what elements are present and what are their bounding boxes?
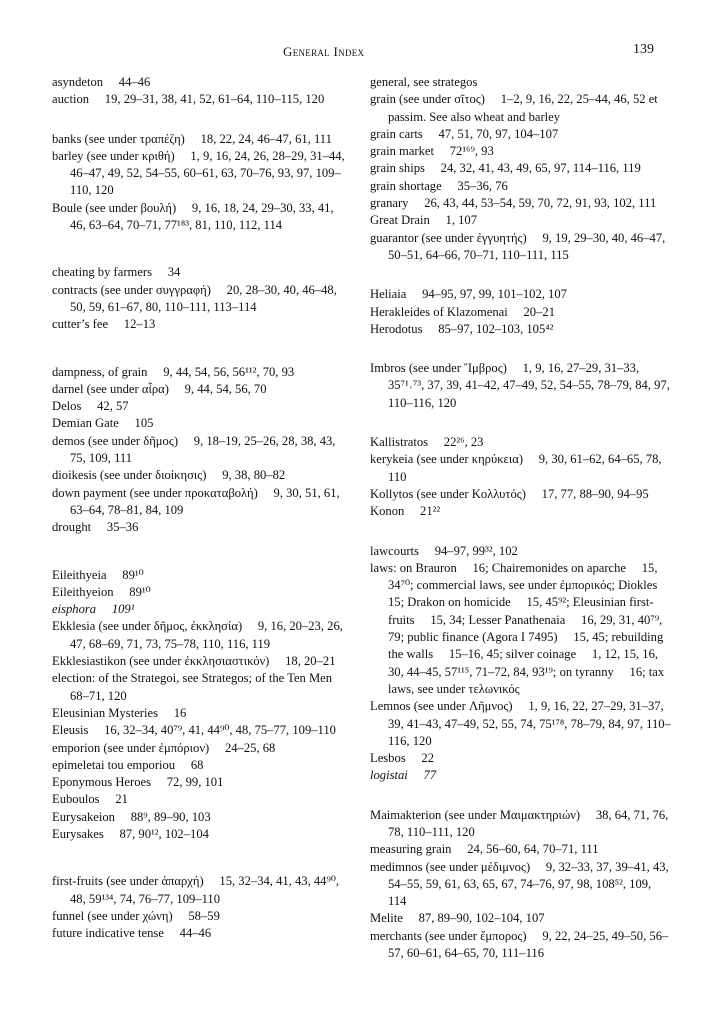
- index-section-b: [52, 131, 352, 235]
- index-entry: Boule (see under βουλή) 9, 16, 18, 24, 29–30, 33, 41, 46, 63–64, 70–71, 77¹⁸³, 81, 110, 112, 114: [52, 200, 334, 233]
- index-entry: Demian Gate 105: [52, 416, 154, 431]
- index-entry: grain (see under σῖτος) 1–2, 9, 16, 22, 25–44, 46, 52 et passim. See also wheat and barley: [370, 92, 658, 124]
- index-entry: Lemnos (see under Λῆμνος) 1, 9, 16, 22, 27–29, 31–37, 39, 41–43, 47–49, 52, 55, 74, 75¹⁷⁸, 78–79, 84, 97, 110–116, 120: [370, 699, 671, 748]
- index-entry: barley (see under κριθή) 1, 9, 16, 24, 26, 28–29, 31–44, 46–47, 49, 52, 54–55, 60–61, 63, 70–76, 93, 97, 109–110, 120: [52, 148, 345, 198]
- index-entry: Melite 87, 89–90, 102–104, 107: [370, 911, 545, 926]
- index-entry: Lesbos 22: [370, 751, 435, 766]
- index-entry: Herodotus 85–97, 102–103, 105⁴²: [370, 321, 554, 336]
- index-section-l: [370, 543, 672, 785]
- index-entry: kerykeia (see under κηρύκεια) 9, 30, 61–62, 64–65, 78, 110: [370, 452, 662, 484]
- index-entry: banks (see under τραπέζη) 18, 22, 24, 46–47, 61, 111: [52, 131, 332, 146]
- index-entry: down payment (see under προκαταβολή) 9, 30, 51, 61, 63–64, 78–81, 84, 109: [52, 485, 340, 517]
- index-section-d: [52, 364, 352, 537]
- index-entry: measuring grain 24, 56–60, 64, 70–71, 111: [370, 842, 599, 857]
- index-entry: cutter’s fee 12–13: [52, 317, 156, 332]
- index-entry: lawcourts 94–97, 99³², 102: [370, 543, 518, 558]
- index-entry: election: of the Strategoi, see Strategos; of the Ten Men 68–71, 120: [52, 671, 345, 703]
- index-entry: Great Drain 1, 107: [370, 213, 478, 228]
- index-entry: Eileithyeion 89¹⁰: [52, 584, 151, 599]
- index-entry: asyndeton 44–46: [52, 75, 151, 89]
- index-section-a: [52, 74, 352, 109]
- index-entry: Eleusis 16, 32–34, 40⁷⁹, 41, 44⁹⁰, 48, 75–77, 109–110: [52, 723, 336, 738]
- index-entry: eisphora 109¹: [52, 602, 135, 617]
- index-entry: dioikesis (see under διοίκησις) 9, 38, 80–82: [52, 468, 286, 483]
- index-entry: Herakleides of Klazomenai 20–21: [370, 304, 555, 319]
- index-entry: contracts (see under συγγραφή) 20, 28–30, 40, 46–48, 50, 59, 61–67, 80, 110–111, 113–114: [52, 282, 337, 314]
- index-entry: Eleusinian Mysteries 16: [52, 705, 187, 720]
- page-number: 139: [633, 42, 654, 57]
- index-entry: cheating by farmers 34: [52, 265, 181, 280]
- header-title: General Index: [283, 44, 365, 59]
- index-entry: Heliaia 94–95, 97, 99, 101–102, 107: [370, 287, 567, 302]
- index-entry: Eileithyeia 89¹⁰: [52, 567, 144, 582]
- index-entry: medimnos (see under μέδιμνος) 9, 32–33, 37, 39–41, 43, 54–55, 59, 61, 63, 65, 67, 74–76, 97, 98, 108⁵², 109, 114: [370, 859, 669, 909]
- index-entry: grain ships 24, 32, 41, 43, 49, 65, 97, 114–116, 119: [370, 161, 641, 176]
- index-entry: Delos 42, 57: [52, 399, 129, 414]
- index-entry: grain carts 47, 51, 70, 97, 104–107: [370, 126, 559, 141]
- index-entry: Imbros (see under Ἴμβρος) 1, 9, 16, 27–29, 31–33, 35⁷¹˒⁷³, 37, 39, 41–42, 47–49, 52, 54–55, 78–79, 84, 97, 110–116, 120: [370, 361, 670, 410]
- index-section-e: [52, 567, 352, 844]
- index-entry: darnel (see under αἶρα) 9, 44, 54, 56, 70: [52, 381, 267, 396]
- index-entry: merchants (see under ἔμπορος) 9, 22, 24–25, 49–50, 56–57, 60–61, 64–65, 70, 111–116: [370, 928, 669, 961]
- index-section-h: [370, 286, 672, 338]
- index-entry: Eurysakeion 88⁹, 89–90, 103: [52, 809, 211, 824]
- index-entry: grain shortage 35–36, 76: [370, 178, 508, 193]
- index-entry: dampness, of grain 9, 44, 54, 56, 56¹¹², 70, 93: [52, 364, 295, 379]
- index-section-m: [370, 807, 672, 963]
- index-entry: grain market 72¹⁶⁹, 93: [370, 144, 494, 159]
- index-entry: Kallistratos 22²⁶, 23: [370, 435, 484, 450]
- index-entry: auction 19, 29–31, 38, 41, 52, 61–64, 110–115, 120: [52, 92, 325, 107]
- index-entry: drought 35–36: [52, 520, 139, 535]
- index-entry: Eponymous Heroes 72, 99, 101: [52, 775, 224, 790]
- index-section-c: [52, 264, 352, 333]
- index-entry: first-fruits (see under ἀπαρχή) 15, 32–34, 41, 43, 44⁹⁰, 48, 59¹³⁴, 74, 76–77, 109–110: [52, 874, 340, 906]
- index-entry: Euboulos 21: [52, 792, 128, 807]
- index-section-i: [370, 360, 672, 412]
- index-entry: general, see strategos: [370, 75, 478, 89]
- index-section-k: [370, 434, 672, 520]
- index-entry: epimeletai tou emporiou 68: [52, 757, 204, 772]
- index-entry: future indicative tense 44–46: [52, 926, 212, 941]
- index-entry: emporion (see under ἐμπόριον) 24–25, 68: [52, 740, 276, 755]
- index-entry: logistai 77: [370, 768, 437, 783]
- index-column-left: [52, 74, 352, 964]
- index-section-g: [370, 74, 672, 264]
- index-entry: Maimakterion (see under Μαιμακτηριών) 38, 64, 71, 76, 78, 110–111, 120: [370, 807, 669, 839]
- index-entry: guarantor (see under ἐγγυητής) 9, 19, 29–30, 40, 46–47, 50–51, 64–66, 70–71, 110–111, 115: [370, 230, 666, 262]
- index-entry: Konon 21²²: [370, 504, 441, 519]
- index-section-f: [52, 873, 352, 942]
- index-column-right: [370, 74, 672, 984]
- index-entry: Ekklesia (see under δῆμος, ἐκκλησία) 9, 16, 20–23, 26, 47, 68–69, 71, 73, 75–78, 110, 116, 119: [52, 619, 343, 651]
- index-entry: granary 26, 43, 44, 53–54, 59, 70, 72, 91, 93, 102, 111: [370, 196, 657, 211]
- index-entry: Eurysakes 87, 90¹², 102–104: [52, 826, 209, 841]
- index-entry: Ekklesiastikon (see under ἐκκλησιαστικόν) 18, 20–21: [52, 654, 336, 669]
- index-entry: laws: on Brauron 16; Chairemonides on aparche 15, 34⁷⁰; commercial laws, see under ἐμπορικός; Diokles 15; Drakon on homicide 15, 45⁹²; Eleusinian first-fruits 15, 34; Lesser Panathenaia 16, 29, 31, 40⁷⁹, 79; public finance (Agora I 7495) 15, 45; rebuilding the walls 15–16, 45; silver coinage 1, 12, 15, 16, 30, 44–45, 57¹¹⁵, 71–72, 84, 93¹⁹; on tyranny 16; tax laws, see under τελωνικός: [370, 560, 670, 696]
- index-entry: funnel (see under χώνη) 58–59: [52, 908, 220, 923]
- index-entry: demos (see under δῆμος) 9, 18–19, 25–26, 28, 38, 43, 75, 109, 111: [52, 433, 336, 466]
- index-entry: Kollytos (see under Κολλυτός) 17, 77, 88–90, 94–95: [370, 486, 649, 501]
